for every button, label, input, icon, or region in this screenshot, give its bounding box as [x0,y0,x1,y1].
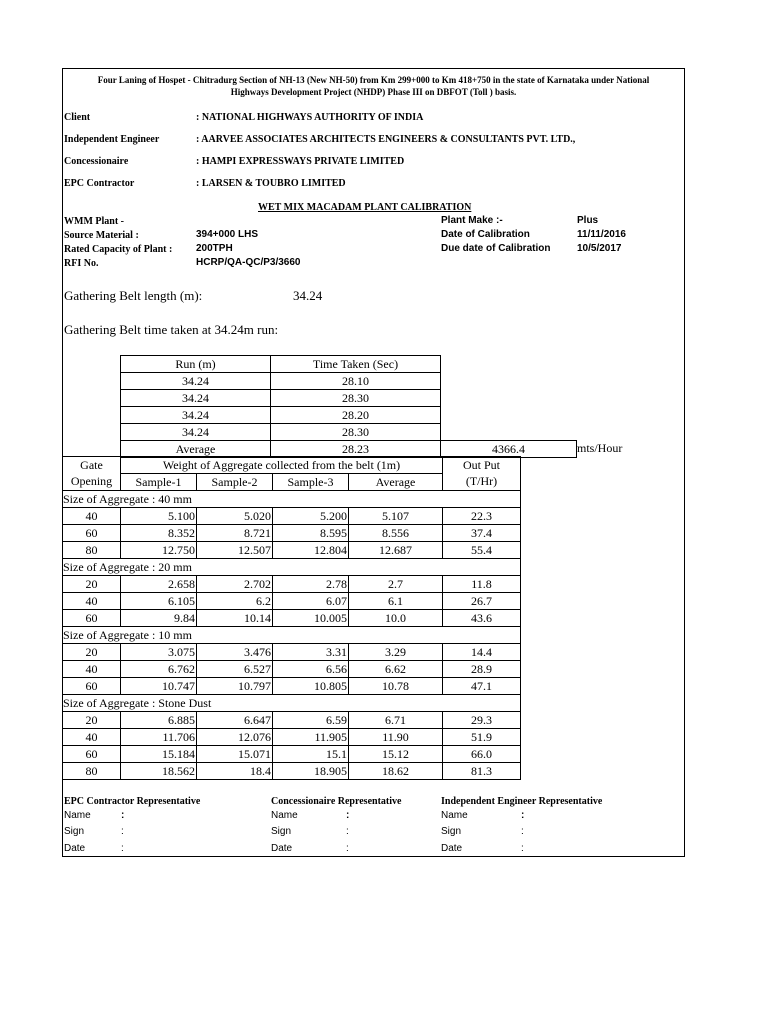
sample-1-cell: 12.750 [121,542,197,559]
average-cell: 8.556 [349,525,443,542]
capacity-label: Rated Capacity of Plant : [64,244,173,255]
output-cell: 47.1 [443,678,521,695]
due-date-label: Due date of Calibration [441,243,551,254]
aggregate-size-label: Size of Aggregate : 20 mm [63,559,521,576]
average-cell: 11.90 [349,729,443,746]
aggregate-data-row [63,576,521,593]
output-header: Out Put [443,457,521,474]
project-title-line1: Four Laning of Hospet - Chitradurg Section of NH-13 (New NH-50) from Km 299+000 to Km 418+750 in the state of Karnataka under National [97,75,650,85]
blank-cell [441,407,577,424]
epc-date-colon: : [121,843,124,854]
sample-header: Sample-1 [121,474,197,491]
average-label: Average [121,441,271,458]
aggregate-data-row [63,763,521,780]
concessionaire-value: : HAMPI EXPRESSWAYS PRIVATE LIMITED [196,156,405,167]
run-cell: 34.24 [121,424,271,441]
wmm-label: WMM Plant - [64,216,124,227]
rate-value: 4366.4 [441,441,577,458]
source-label: Source Material : [64,230,139,241]
epc-name-colon: : [121,810,125,821]
blank-cell [441,373,577,390]
sample-1-cell: 8.352 [121,525,197,542]
sample-1-cell: 6.762 [121,661,197,678]
belt-time-label: Gathering Belt time taken at 34.24m run: [64,322,279,337]
aggregate-size-label: Size of Aggregate : Stone Dust [63,695,521,712]
conc-sign-colon: : [346,826,349,837]
time-cell: 28.30 [271,390,441,407]
sample-3-cell: 10.805 [273,678,349,695]
gate-header: Gate [63,457,121,474]
gate-opening-cell: 60 [63,610,121,627]
run-cell: 34.24 [121,373,271,390]
epc-label: EPC Contractor [64,178,135,189]
ie-name-colon: : [521,810,525,821]
conc-name-colon: : [346,810,350,821]
sample-1-cell: 5.100 [121,508,197,525]
average-cell: 15.12 [349,746,443,763]
gate-opening-cell: 20 [63,576,121,593]
run-cell: 34.24 [121,390,271,407]
ie-date-colon: : [521,843,524,854]
gate-opening-cell: 60 [63,746,121,763]
plant-make-label: Plant Make :- [441,215,503,226]
sample-3-cell: 10.005 [273,610,349,627]
average-cell: 6.1 [349,593,443,610]
output-cell: 51.9 [443,729,521,746]
ie-sign-label: Sign [441,826,462,837]
ie-date-label: Date [441,843,463,854]
sample-2-cell: 5.020 [197,508,273,525]
project-title-line2: Highways Development Project (NHDP) Phase III on DBFOT (Toll ) basis. [230,87,517,97]
sample-2-cell: 6.2 [197,593,273,610]
sample-2-cell: 6.527 [197,661,273,678]
aggregate-data-row [63,542,521,559]
epc-name-label: Name [64,810,91,821]
average-value: 28.23 [271,441,441,458]
sample-2-cell: 12.076 [197,729,273,746]
aggregate-group-row [63,491,521,508]
client-label: Client [64,112,91,123]
aggregate-group-row [63,559,521,576]
agg-header-row [63,457,521,474]
run-cell: 34.24 [121,407,271,424]
output-cell: 66.0 [443,746,521,763]
gate-opening-cell: 80 [63,542,121,559]
sample-3-cell: 6.07 [273,593,349,610]
sample-1-cell: 3.075 [121,644,197,661]
sample-1-cell: 11.706 [121,729,197,746]
aggregate-group-row [63,695,521,712]
conc-name-label: Name [271,810,298,821]
conc-date-label: Date [271,843,293,854]
rfi-label: RFI No. [64,258,99,269]
average-cell: 18.62 [349,763,443,780]
average-cell: 5.107 [349,508,443,525]
output-cell: 37.4 [443,525,521,542]
average-row [121,441,577,458]
run-header-row [121,356,577,373]
ie-sign-colon: : [521,826,524,837]
run-header: Run (m) [121,356,271,373]
sample-2-cell: 15.071 [197,746,273,763]
time-cell: 28.30 [271,424,441,441]
sample-2-cell: 10.797 [197,678,273,695]
output-subheader: (T/Hr) [443,474,521,491]
gate-opening-cell: 40 [63,593,121,610]
aggregate-data-row [63,593,521,610]
epc-sign-label: Sign [64,826,85,837]
client-value: : NATIONAL HIGHWAYS AUTHORITY OF INDIA [196,112,424,123]
ie-label: Independent Engineer [64,134,160,145]
sample-3-cell: 6.59 [273,712,349,729]
aggregate-size-label: Size of Aggregate : 10 mm [63,627,521,644]
sample-3-cell: 15.1 [273,746,349,763]
gate-opening-cell: 60 [63,525,121,542]
plant-make-value: Plus [577,215,599,226]
gate-opening-cell: 20 [63,644,121,661]
concessionaire-label: Concessionaire [64,156,129,167]
time-header: Time Taken (Sec) [271,356,441,373]
belt-length-value: 34.24 [293,288,323,303]
gate-opening-cell: 40 [63,661,121,678]
conc-date-colon: : [346,843,349,854]
sample-3-cell: 8.595 [273,525,349,542]
sample-2-cell: 12.507 [197,542,273,559]
sample-1-cell: 2.658 [121,576,197,593]
average-header: Average [349,474,443,491]
aggregate-data-row [63,508,521,525]
sample-3-cell: 2.78 [273,576,349,593]
sample-3-cell: 12.804 [273,542,349,559]
blank-cell [441,356,577,373]
rfi-value: HCRP/QA-QC/P3/3660 [196,257,301,268]
sample-1-cell: 9.84 [121,610,197,627]
output-cell: 29.3 [443,712,521,729]
gate-opening-cell: 60 [63,678,121,695]
gate-opening-cell: 20 [63,712,121,729]
output-cell: 22.3 [443,508,521,525]
gate-subheader: Opening [63,474,121,491]
aggregate-data-row [63,712,521,729]
average-cell: 10.0 [349,610,443,627]
gate-opening-cell: 40 [63,508,121,525]
sample-2-cell: 10.14 [197,610,273,627]
aggregate-table [62,456,521,780]
aggregate-size-label: Size of Aggregate : 40 mm [63,491,521,508]
sample-3-cell: 11.905 [273,729,349,746]
sample-3-cell: 5.200 [273,508,349,525]
sample-1-cell: 18.562 [121,763,197,780]
doc-title: WET MIX MACADAM PLANT CALIBRATION [258,202,472,213]
cal-date-value: 11/11/2016 [577,229,626,240]
sample-header: Sample-2 [197,474,273,491]
capacity-value: 200TPH [196,243,233,254]
output-cell: 11.8 [443,576,521,593]
average-cell: 3.29 [349,644,443,661]
output-cell: 26.7 [443,593,521,610]
sample-2-cell: 2.702 [197,576,273,593]
due-date-value: 10/5/2017 [577,243,622,254]
cal-date-label: Date of Calibration [441,229,530,240]
run-row [121,407,577,424]
run-row [121,390,577,407]
weight-header: Weight of Aggregate collected from the belt (1m) [121,457,443,474]
aggregate-data-row [63,610,521,627]
average-cell: 6.62 [349,661,443,678]
sample-3-cell: 3.31 [273,644,349,661]
aggregate-data-row [63,525,521,542]
run-row [121,373,577,390]
sample-2-cell: 3.476 [197,644,273,661]
conc-rep-title: Concessionaire Representative [271,796,402,807]
run-table [120,355,577,458]
sample-2-cell: 6.647 [197,712,273,729]
output-cell: 14.4 [443,644,521,661]
run-row [121,424,577,441]
aggregate-data-row [63,644,521,661]
agg-subheader-row [63,474,521,491]
sample-header: Sample-3 [273,474,349,491]
blank-cell [441,390,577,407]
sample-1-cell: 6.105 [121,593,197,610]
output-cell: 81.3 [443,763,521,780]
aggregate-data-row [63,729,521,746]
ie-value: : AARVEE ASSOCIATES ARCHITECTS ENGINEERS & CONSULTANTS PVT. LTD., [196,134,576,145]
average-cell: 2.7 [349,576,443,593]
epc-rep-title: EPC Contractor Representative [64,796,201,807]
blank-cell [441,424,577,441]
time-cell: 28.10 [271,373,441,390]
gate-opening-cell: 80 [63,763,121,780]
sample-2-cell: 18.4 [197,763,273,780]
ie-name-label: Name [441,810,468,821]
average-cell: 12.687 [349,542,443,559]
sample-1-cell: 10.747 [121,678,197,695]
source-value: 394+000 LHS [196,229,258,240]
gate-opening-cell: 40 [63,729,121,746]
ie-rep-title: Independent Engineer Representative [441,796,603,807]
sample-3-cell: 6.56 [273,661,349,678]
sample-3-cell: 18.905 [273,763,349,780]
conc-sign-label: Sign [271,826,292,837]
rate-unit: mts/Hour [577,441,623,455]
output-cell: 28.9 [443,661,521,678]
epc-value: : LARSEN & TOUBRO LIMITED [196,178,346,189]
belt-length-label: Gathering Belt length (m): [64,288,203,303]
aggregate-group-row [63,627,521,644]
average-cell: 10.78 [349,678,443,695]
aggregate-data-row [63,661,521,678]
sample-2-cell: 8.721 [197,525,273,542]
aggregate-data-row [63,746,521,763]
output-cell: 43.6 [443,610,521,627]
aggregate-data-row [63,678,521,695]
epc-date-label: Date [64,843,86,854]
time-cell: 28.20 [271,407,441,424]
sample-1-cell: 6.885 [121,712,197,729]
output-cell: 55.4 [443,542,521,559]
epc-sign-colon: : [121,826,124,837]
project-title [62,74,685,98]
average-cell: 6.71 [349,712,443,729]
sample-1-cell: 15.184 [121,746,197,763]
